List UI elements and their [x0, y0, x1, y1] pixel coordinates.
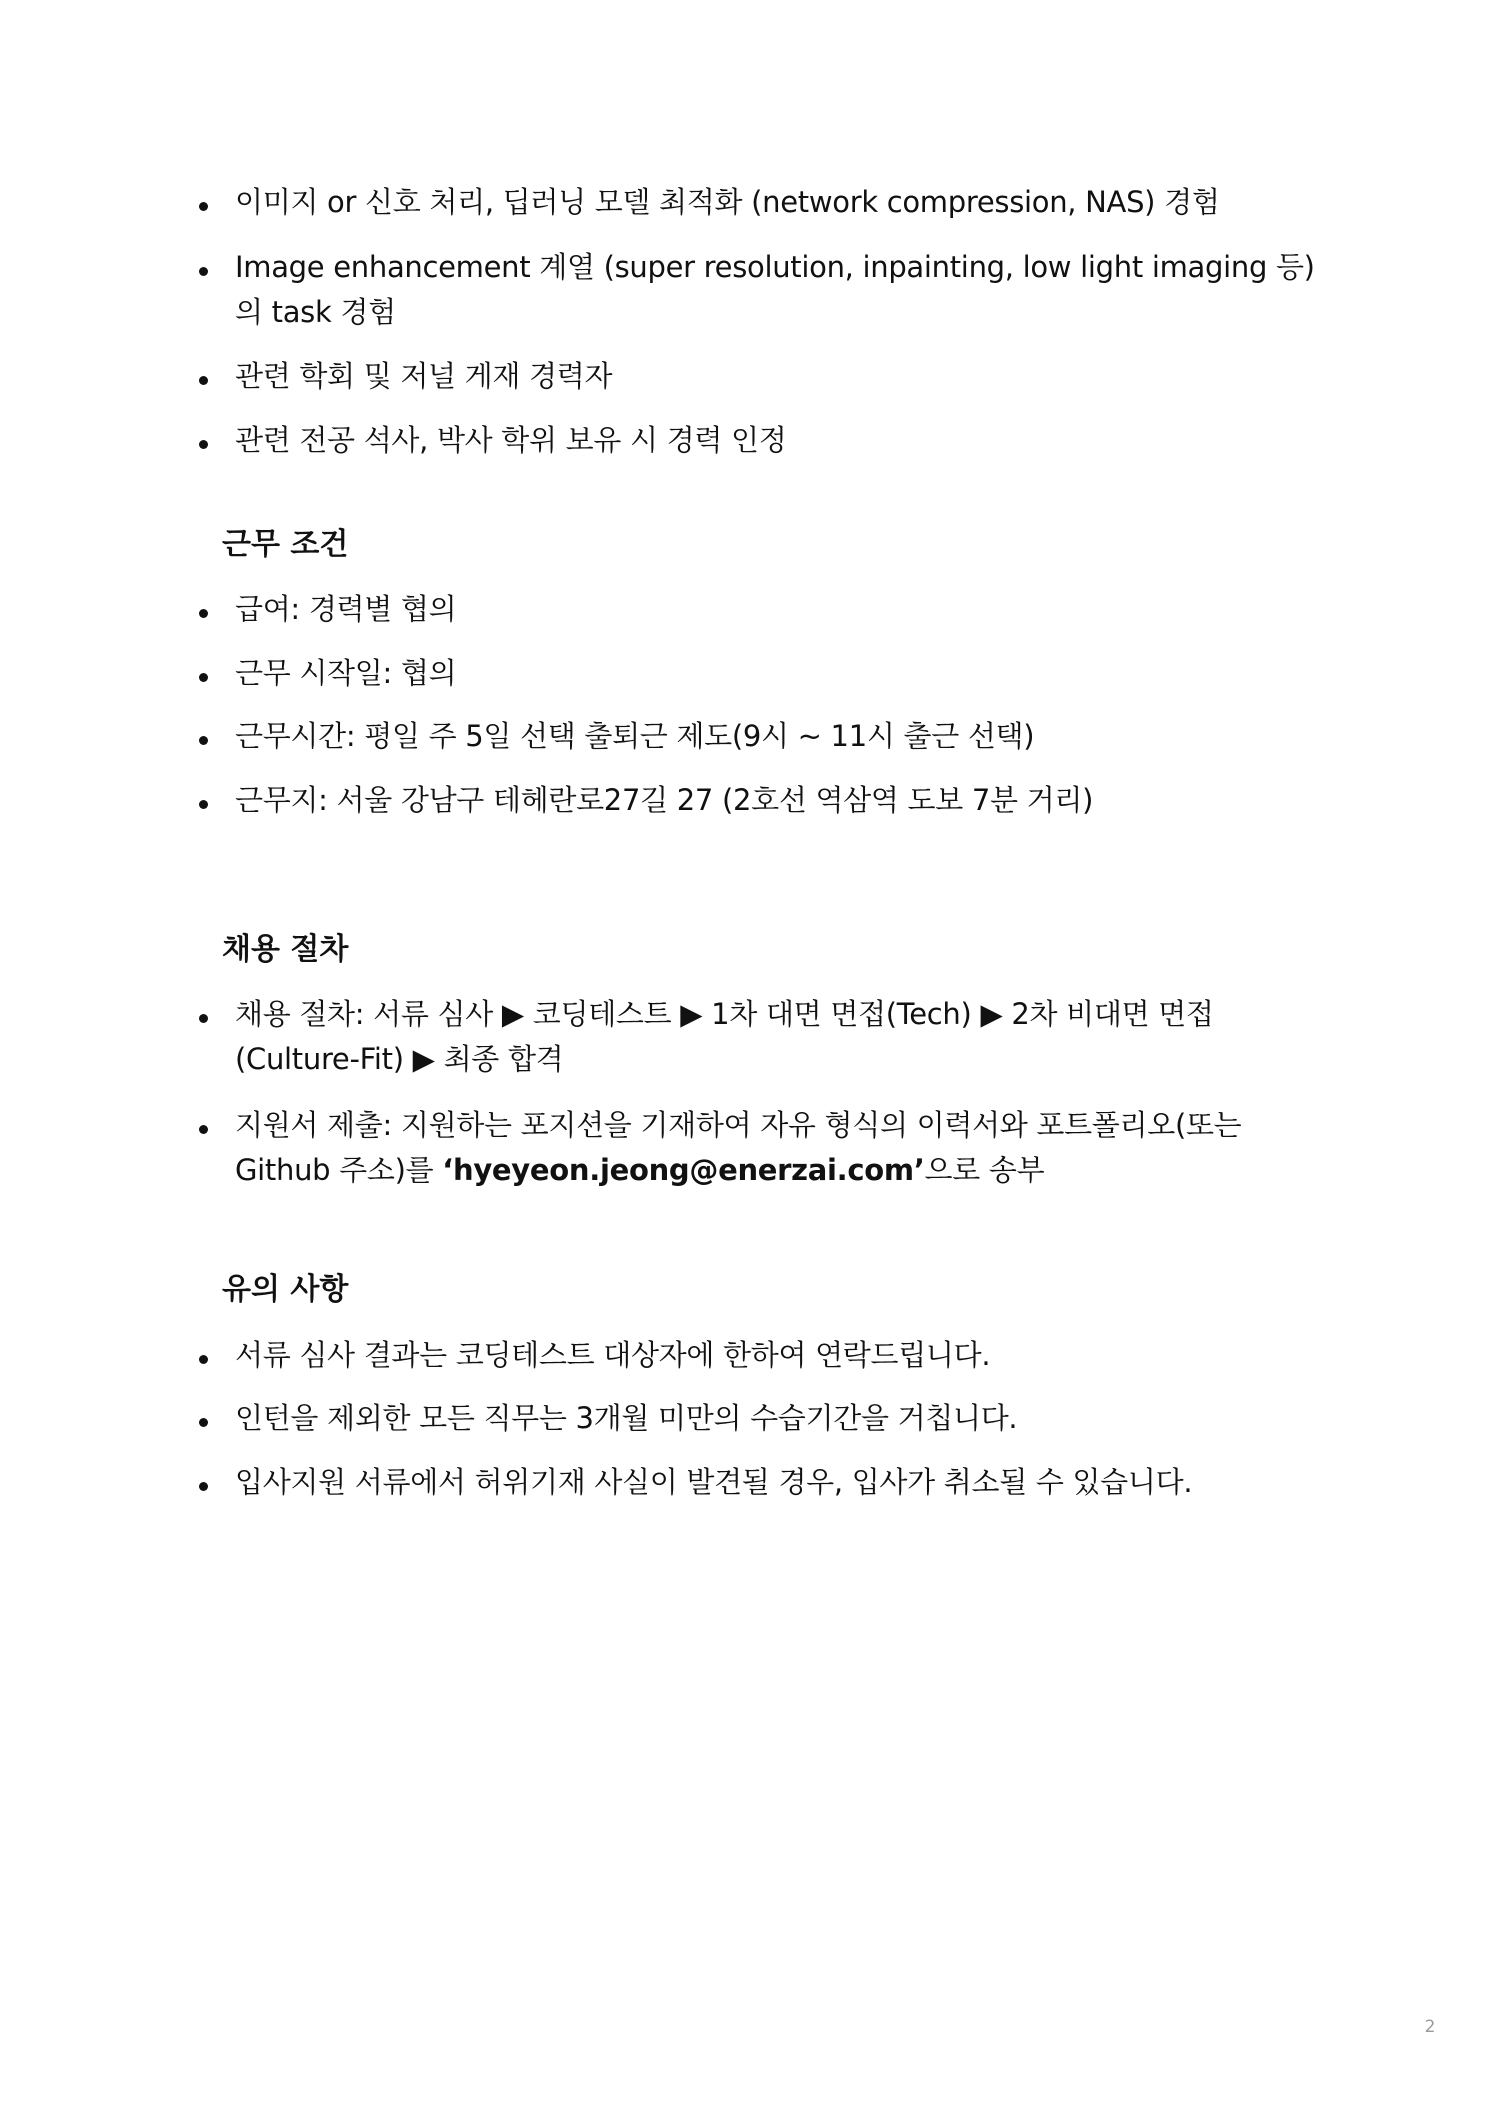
submit-suffix: 으로 송부	[924, 1153, 1045, 1187]
bullet-icon	[199, 267, 208, 276]
bullet-icon	[199, 609, 208, 618]
email-address: ‘hyeyeon.jeong@enerzai.com’	[442, 1153, 925, 1187]
bullet-icon	[199, 800, 208, 809]
section-heading-process: 채용 절차	[222, 932, 349, 967]
list-item-text: 급여: 경력별 협의	[235, 592, 457, 626]
list-item-text: 근무 시작일: 협의	[235, 656, 457, 690]
list-item-text: 서류 심사 결과는 코딩테스트 대상자에 한하여 연락드립니다.	[235, 1338, 991, 1372]
list-item-text: 근무시간: 평일 주 5일 선택 출퇴근 제도(9시 ~ 11시 출근 선택)	[235, 719, 1035, 753]
section-heading-conditions: 근무 조건	[222, 527, 349, 562]
bullet-icon	[199, 1418, 208, 1427]
list-item-text: 관련 전공 석사, 박사 학위 보유 시 경력 인정	[235, 423, 787, 457]
list-item-text: 관련 학회 및 저널 게재 경력자	[235, 359, 613, 393]
list-item-text: 이미지 or 신호 처리, 딥러닝 모델 최적화 (network compression, NAS) 경험	[235, 185, 1220, 219]
list-item-text: 근무지: 서울 강남구 테헤란로27길 27 (2호선 역삼역 도보 7분 거리)	[235, 783, 1094, 817]
bullet-icon	[199, 736, 208, 745]
list-item-text: 채용 절차: 서류 심사 ▶ 코딩테스트 ▶ 1차 대면 면접(Tech) ▶ 2차 비대면 면접 (Culture-Fit) ▶ 최종 합격	[235, 997, 1214, 1076]
submit-text: 지원서 제출: 지원하는 포지션을 기재하여 자유 형식의 이력서와 포트폴리오(또는 Github 주소)를	[235, 1108, 1242, 1187]
list-item-text: Image enhancement 계열 (super resolution, inpainting, low light imaging 등) 의 task 경험	[235, 250, 1315, 329]
bullet-icon	[199, 673, 208, 682]
bullet-icon	[199, 1014, 208, 1023]
list-item-text	[235, 1103, 1245, 1193]
bullet-icon	[199, 202, 208, 211]
bullet-icon	[199, 376, 208, 385]
section-heading-notes: 유의 사항	[222, 1272, 349, 1307]
bullet-icon	[199, 440, 208, 449]
bullet-icon	[199, 1125, 208, 1134]
bullet-icon	[199, 1482, 208, 1491]
page-number: 2	[1424, 2017, 1436, 2037]
list-item-text: 입사지원 서류에서 허위기재 사실이 발견될 경우, 입사가 취소될 수 있습니다.	[235, 1465, 1193, 1499]
list-item-text: 인턴을 제외한 모든 직무는 3개월 미만의 수습기간을 거칩니다.	[235, 1401, 1018, 1435]
bullet-icon	[199, 1355, 208, 1364]
